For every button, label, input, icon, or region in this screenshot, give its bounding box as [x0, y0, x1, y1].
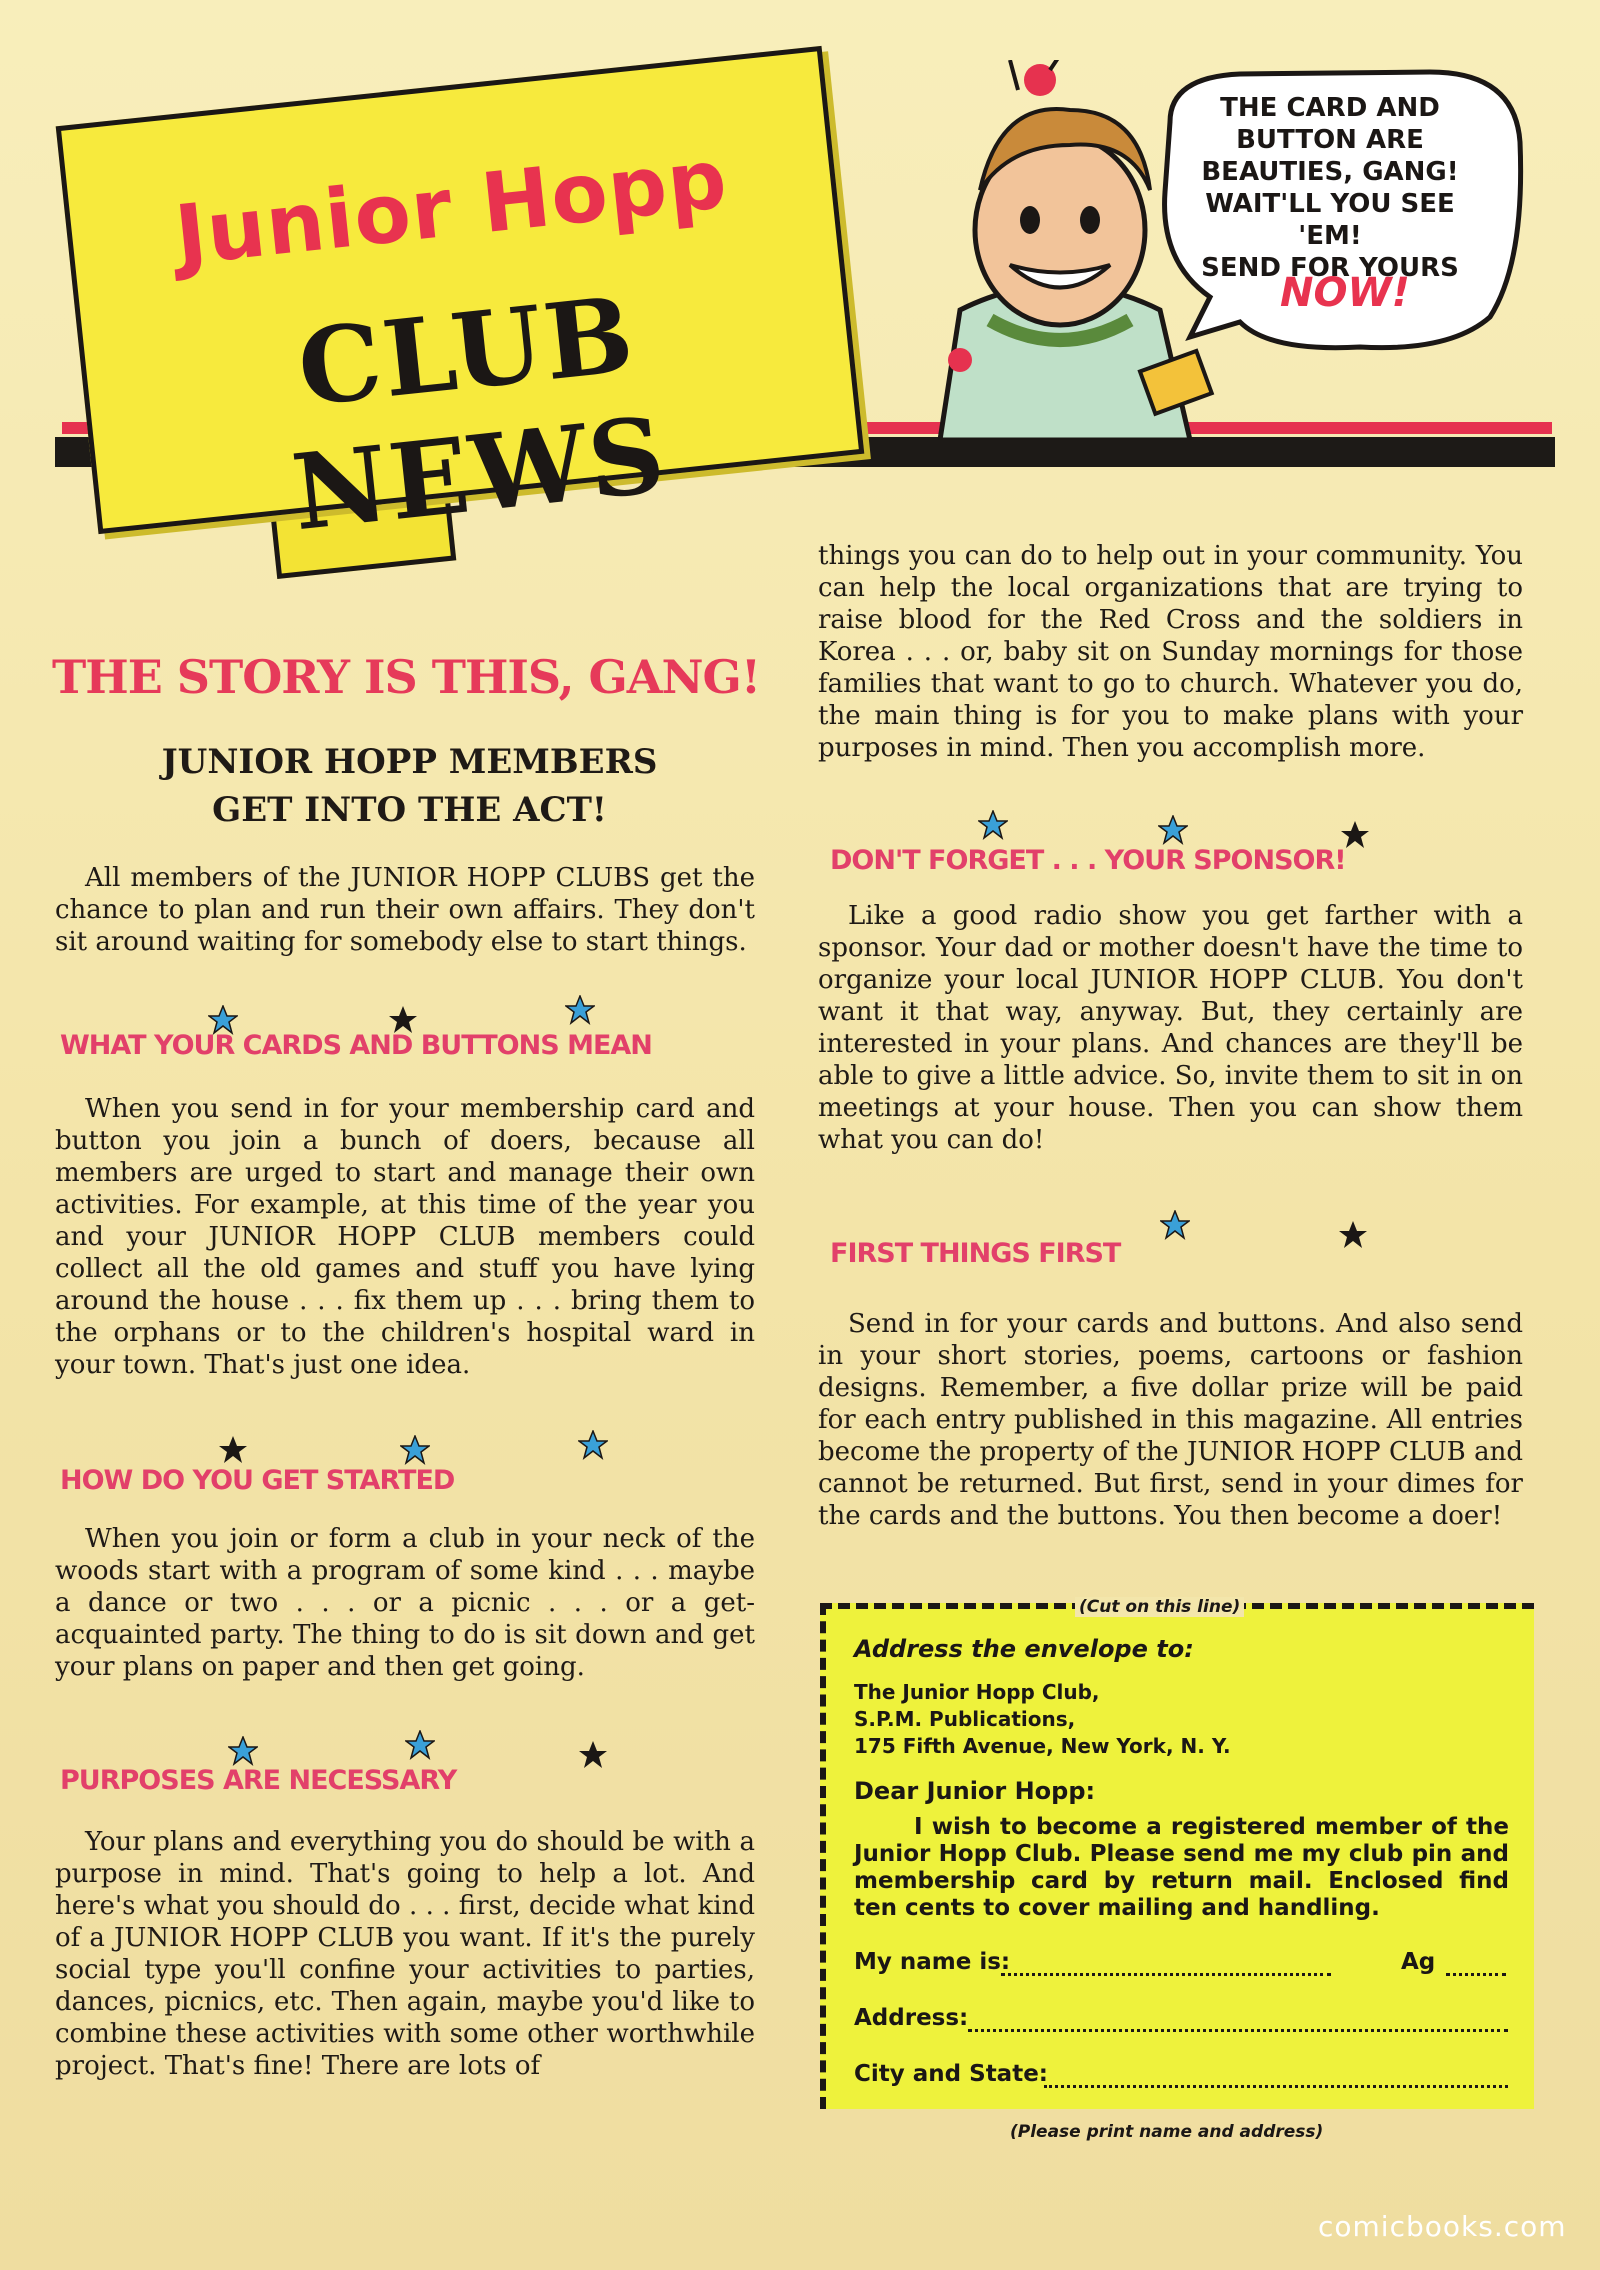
city-state-field[interactable]	[1044, 2085, 1508, 2088]
section-body-purposes	[55, 1826, 755, 2082]
star-icon	[400, 1435, 430, 1465]
intro-text: All members of the JUNIOR HOPP CLUBS get the chance to plan and run their own affairs. They don't sit around waiting for somebody else to start things.	[55, 863, 755, 957]
coupon-age-label: Ag	[1401, 1949, 1436, 1975]
balloon-line: BEAUTIES, GANG!	[1201, 157, 1459, 187]
star-icon	[565, 995, 595, 1025]
continued-text: things you can do to help out in your community. You can help the local organizations that are trying to raise blood for the Red Cross and the soldiers in Korea . . . or, baby sit on Sunday mornings for those families that want to go to church. Whatever you do, the main thing is for you to make plans with your purposes in mind. Then you accomplish more.	[818, 541, 1523, 763]
address-field[interactable]	[968, 2029, 1508, 2032]
section-body-first	[818, 1308, 1523, 1532]
star-icon	[228, 1736, 258, 1766]
coupon-name-label: My name is:	[854, 1949, 1011, 1975]
star-icon	[208, 1005, 238, 1035]
star-icon	[578, 1430, 608, 1460]
coupon-cut-label: (Cut on this line)	[1075, 1597, 1244, 1617]
balloon-line: SEND FOR YOURS	[1201, 253, 1459, 283]
star-icon	[1160, 1210, 1190, 1240]
balloon-line: THE CARD AND	[1220, 93, 1440, 123]
section-body-cards	[55, 1093, 755, 1381]
section-text: When you join or form a club in your neck of the woods start with a program of some kind . . . maybe a dance or two . . . or a picnic . . . or a get-acquainted party. The thing to do is sit down and get your plans on paper and then get going.	[55, 1524, 755, 1682]
continued-paragraph	[818, 540, 1523, 764]
section-text: Send in for your cards and buttons. And also send in your short stories, poems, cartoons or fashion designs. Remember, a five dollar prize will be paid for each entry published in this magazine. All entries become the property of the JUNIOR HOPP CLUB and cannot be returned. But first, send in your dimes for the cards and the buttons. You then become a doer!	[818, 1309, 1523, 1531]
section-body-sponsor	[818, 900, 1523, 1156]
watermark-text: comicbooks.com	[1318, 2210, 1567, 2243]
balloon-line: BUTTON ARE	[1236, 125, 1424, 155]
name-field[interactable]	[1001, 1973, 1331, 1976]
club-news-banner	[56, 46, 865, 555]
star-icon	[388, 1005, 418, 1035]
section-heading-started: HOW DO YOU GET STARTED	[60, 1465, 455, 1496]
section-heading-sponsor: DON'T FORGET . . . YOUR SPONSOR!	[830, 845, 1346, 876]
section-text: Like a good radio show you get farther with a sponsor. Your dad or mother doesn't have the time to organize your local JUNIOR HOPP CLUB. You don't want it that way, anyway. But, they certainly are interested in your plans. And chances are they'll be able to give a little advice. So, invite them to sit in on meetings at your house. Then you can show them what you can do!	[818, 901, 1523, 1155]
star-icon	[578, 1740, 608, 1770]
membership-coupon[interactable]	[820, 1603, 1534, 2109]
coupon-address-block	[854, 1679, 1231, 1760]
intro-paragraph	[55, 862, 755, 958]
coupon-address-label: Address:	[854, 2005, 969, 2031]
speech-balloon-text	[1170, 92, 1490, 284]
sub-headline-line: JUNIOR HOPP MEMBERS	[161, 742, 658, 782]
coupon-city-label: City and State:	[854, 2061, 1048, 2087]
coupon-address-line: The Junior Hopp Club,	[854, 1680, 1100, 1704]
star-icon	[218, 1435, 248, 1465]
section-text: Your plans and everything you do should be with a purpose in mind. That's going to help a lot. And here's what you should do . . . first, decide what kind of a JUNIOR HOPP CLUB you want. If it's the purely social type you'll confine your activities to parties, dances, picnics, etc. Then again, maybe you'd like to combine these activities with some other worthwhile project. That's fine! There are lots of	[55, 1827, 755, 2081]
section-text: When you send in for your membership card and button you join a bunch of doers, because all members are urged to start and manage their own activities. For example, at this time of the year you and your JUNIOR HOPP CLUB members could collect all the old games and stuff you have lying around the house . . . fix them up . . . bring them to the orphans or to the children's hospital ward in your town. That's just one idea.	[55, 1094, 755, 1380]
section-heading-first: FIRST THINGS FIRST	[830, 1238, 1121, 1269]
sub-headline-line: GET INTO THE ACT!	[212, 790, 607, 830]
coupon-salutation: Dear Junior Hopp:	[854, 1777, 1096, 1805]
star-icon	[1340, 820, 1370, 850]
age-field[interactable]	[1446, 1973, 1506, 1976]
balloon-line: WAIT'LL YOU SEE 'EM!	[1205, 189, 1455, 251]
banner-subtitle: CLUB NEWS	[286, 272, 672, 555]
coupon-footer: (Please print name and address)	[1010, 2122, 1324, 2142]
section-heading-cards: WHAT YOUR CARDS AND BUTTONS MEAN	[60, 1030, 652, 1061]
star-icon	[1338, 1220, 1368, 1250]
coupon-body: I wish to become a registered member of the Junior Hopp Club. Please send me my club pin and membership card by return mail. Enclosed find ten cents to cover mailing and handling.	[854, 1814, 1509, 1921]
sub-headline	[52, 738, 767, 834]
banner-title: Junior Hopp	[170, 131, 732, 285]
coupon-address-line: S.P.M. Publications,	[854, 1707, 1076, 1731]
star-icon	[1158, 815, 1188, 845]
star-icon	[978, 810, 1008, 840]
coupon-address-prompt: Address the envelope to:	[854, 1635, 1194, 1663]
coupon-address-line: 175 Fifth Avenue, New York, N. Y.	[854, 1734, 1231, 1758]
main-headline: THE STORY IS THIS, GANG!	[52, 650, 761, 704]
balloon-now: NOW!	[1280, 270, 1410, 316]
section-heading-purposes: PURPOSES ARE NECESSARY	[60, 1765, 457, 1796]
star-icon	[405, 1730, 435, 1760]
section-body-started	[55, 1523, 755, 1683]
